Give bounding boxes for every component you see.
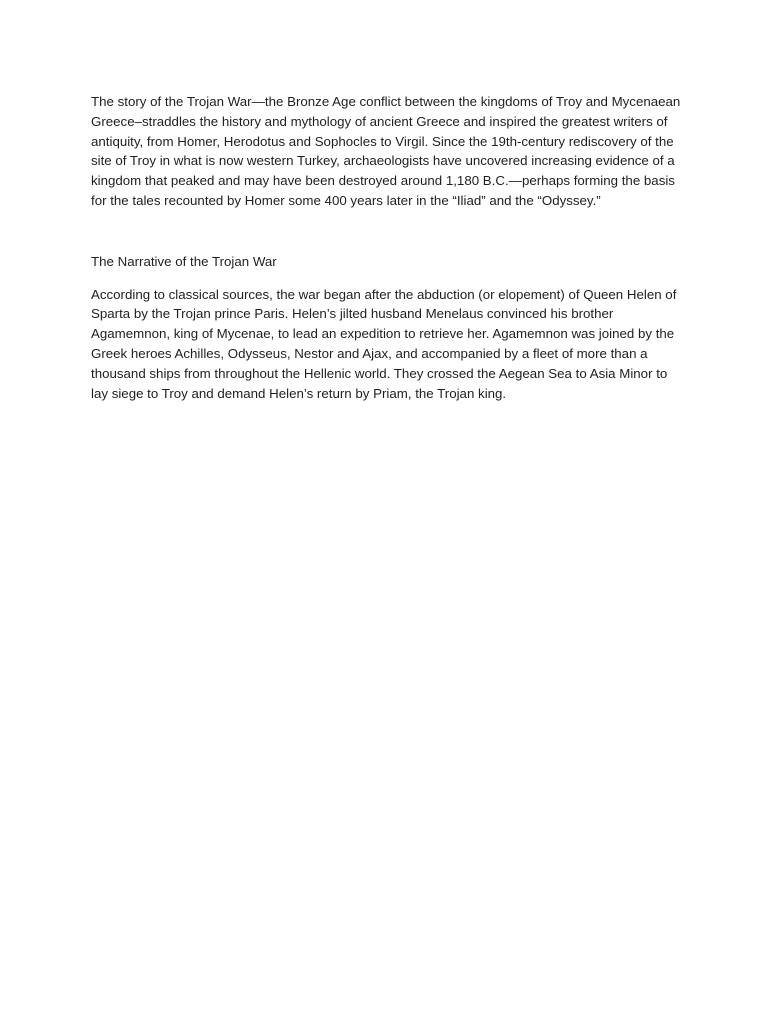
narrative-paragraph: According to classical sources, the war began after the abduction (or elopement) of Queen Helen of Sparta by the Trojan prince Paris. Helen’s jilted husband Menelaus convinced his brother Agamemnon, king of Mycenae, to lead an expedition to retrieve her. Agamemnon was joined by the Greek heroes Achilles, Odysseus, Nestor and Ajax, and accompanied by a fleet of more than a thousand ships from throughout the Hellenic world. They crossed the Aegean Sea to Asia Minor to lay siege to Troy and demand Helen’s return by Priam, the Trojan king.	[91, 286, 677, 401]
intro-paragraph: The story of the Trojan War—the Bronze Age conflict between the kingdoms of Troy and Mycenaean Greece–straddles the history and mythology of ancient Greece and inspired the greatest writers of antiquity, from Homer, Herodotus and Sophocles to Virgil. Since the 19th-century rediscovery of the site of Troy in what is now western Turkey, archaeologists have uncovered increasing evidence of a kingdom that peaked and may have been destroyed around 1,180 B.C.—perhaps forming the basis for the tales recounted by Homer some 400 years later in the “Iliad” and the “Odyssey.”	[91, 94, 681, 208]
document-body	[91, 92, 681, 403]
section-heading: The Narrative of the Trojan War	[91, 253, 277, 269]
